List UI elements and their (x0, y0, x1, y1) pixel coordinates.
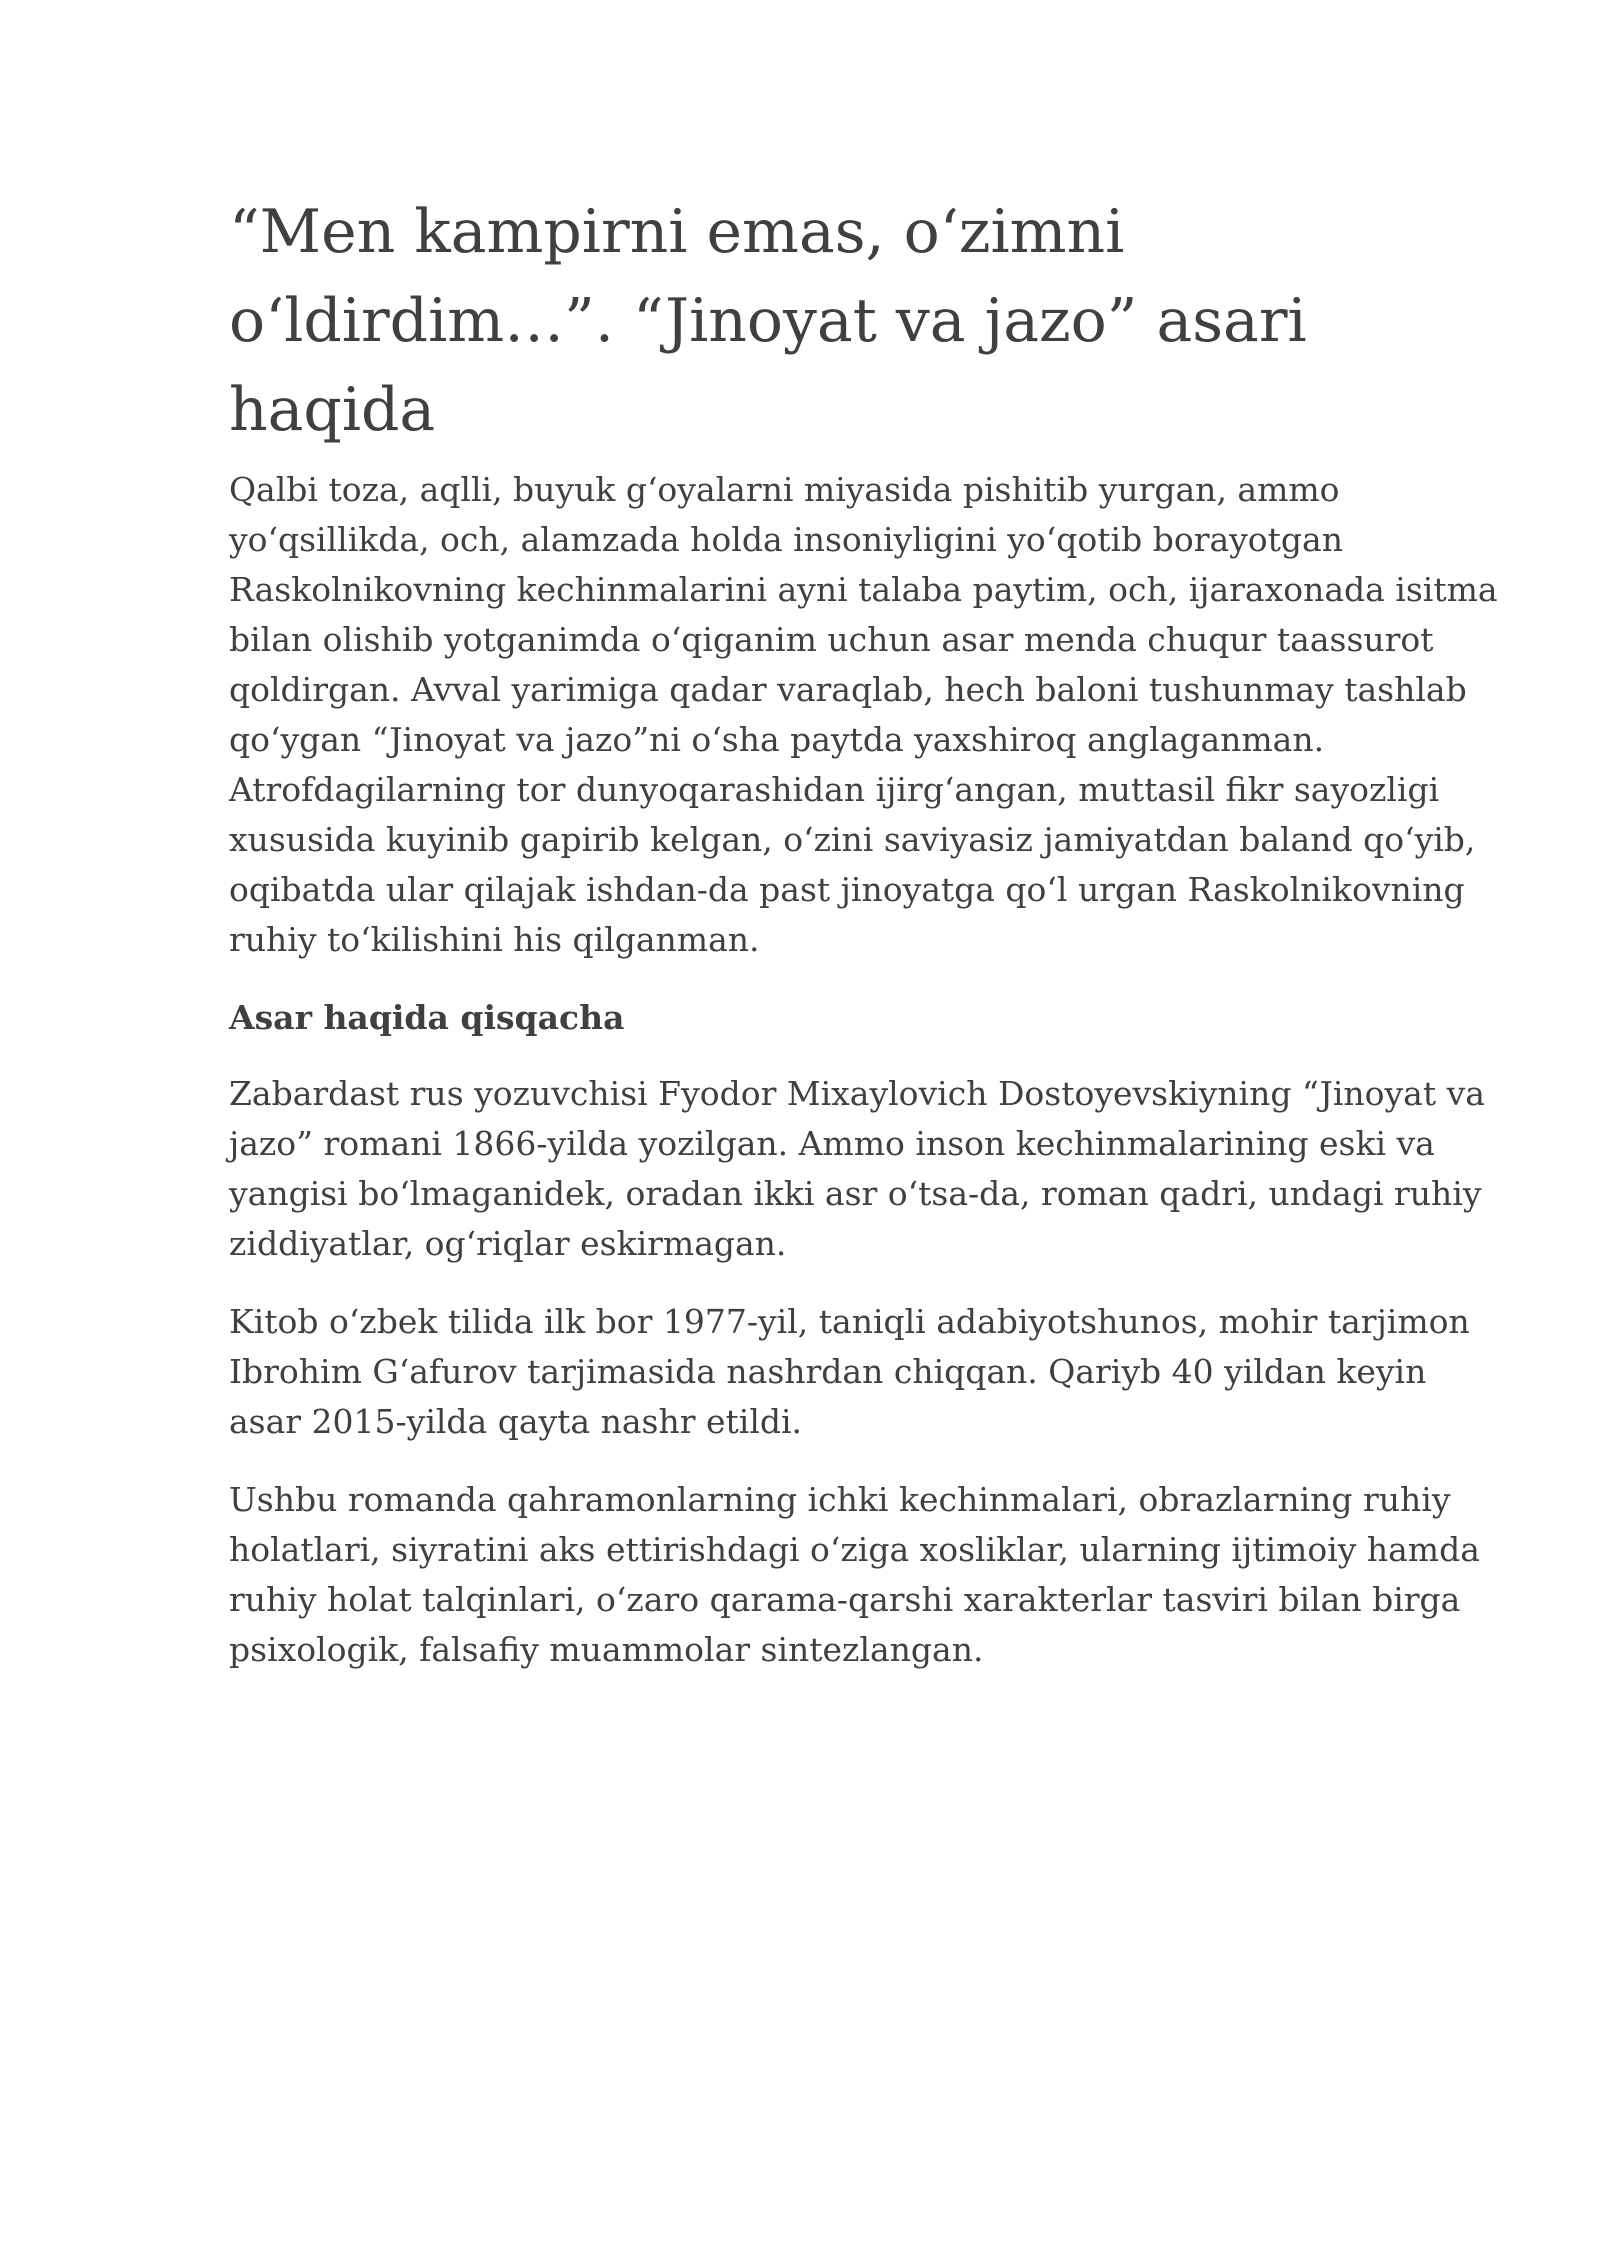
body-paragraph: Ushbu romanda qahramonlarning ichki kechinmalari, obrazlarning ruhiy holatlari, siyratini aks ettirishdagi o‘ziga xosliklar, ularning ijtimoiy hamda ruhiy holat talqinlari, o‘zaro qarama-qarshi xarakterlar tasviri bilan birga psixologik, falsafiy muammolar sintezlangan. (229, 1480, 1480, 1669)
article-title: “Men kampirni emas, o‘zimni o‘ldirdim…”. “Jinoyat va jazo” asari haqida (229, 197, 1307, 445)
body-paragraph: Zabardast rus yozuvchisi Fyodor Mixaylovich Dostoyevskiyning “Jinoyat va jazo” romani 1866-yilda yozilgan. Ammo inson kechinmalarining eski va yangisi bo‘lmaganidek, oradan ikki asr o‘tsa-da, roman qadri, undagi ruhiy ziddiyatlar, og‘riqlar eskirmagan. (229, 1074, 1485, 1263)
article (229, 188, 1499, 1703)
intro-paragraph: Qalbi toza, aqlli, buyuk g‘oyalarni miyasida pishitib yurgan, ammo yo‘qsillikda, och, alamzada holda insoniyligini yo‘qotib borayotgan Raskolnikovning kechinmalarini ayni talaba paytim, och, ijaraxonada isitma bilan olishib yotganimda o‘qiganim uchun asar menda chuqur taassurot qoldirgan. Avval yarimiga qadar varaqlab, hech baloni tushunmay tashlab qo‘ygan “Jinoyat va jazo”ni o‘sha paytda yaxshiroq anglaganman. Atrofdagilarning tor dunyoqarashidan ijirg‘angan, muttasil fikr sayozligi xususida kuyinib gapirib kelgan, o‘zini saviyasiz jamiyatdan baland qo‘yib, oqibatda ular qilajak ishdan-da past jinoyatga qo‘l urgan Raskolnikovning ruhiy to‘kilishini his qilganman. (229, 470, 1498, 959)
body-paragraph: Kitob o‘zbek tilida ilk bor 1977-yil, taniqli adabiyotshunos, mohir tarjimon Ibrohim G‘afurov tarjimasida nashrdan chiqqan. Qariyb 40 yildan keyin asar 2015-yilda qayta nashr etildi. (229, 1302, 1470, 1441)
section-heading: Asar haqida qisqacha (229, 998, 625, 1037)
article-body (229, 465, 1499, 1675)
